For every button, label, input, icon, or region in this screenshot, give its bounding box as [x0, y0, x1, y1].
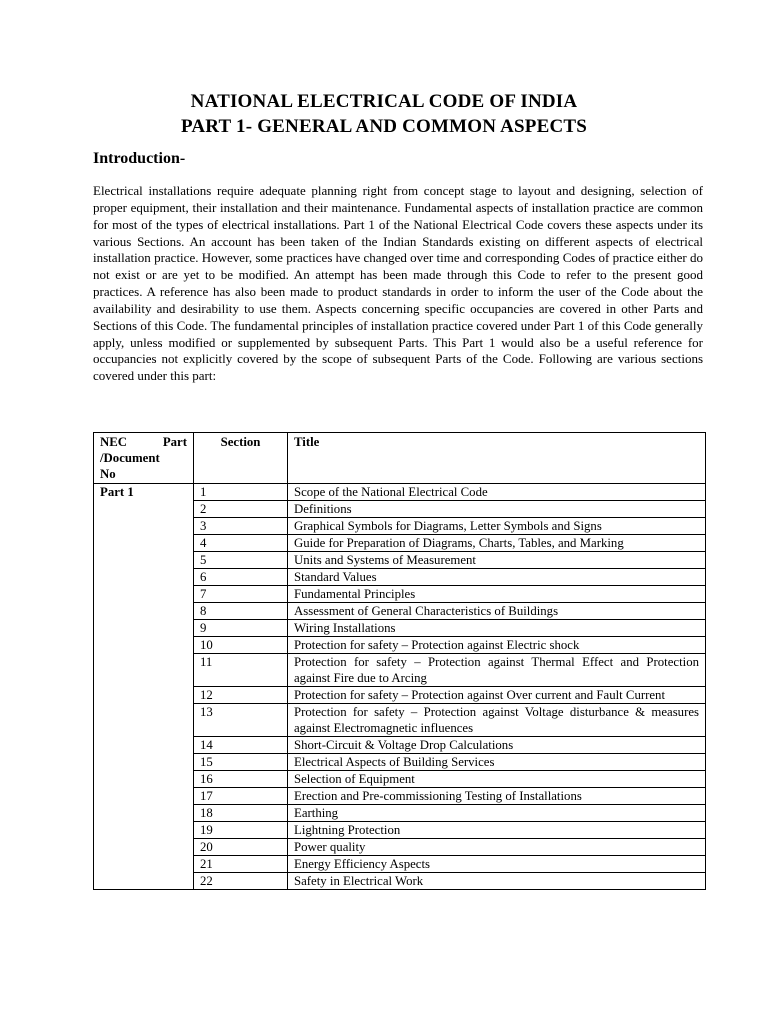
part-label-cell: Part 1 [94, 484, 194, 890]
section-title-cell: Protection for safety – Protection against Thermal Effect and Protection against Fire due to Arcing [288, 654, 706, 687]
section-title-cell: Erection and Pre-commissioning Testing of Installations [288, 788, 706, 805]
section-title-cell: Guide for Preparation of Diagrams, Charts, Tables, and Marking [288, 535, 706, 552]
section-title-cell: Units and Systems of Measurement [288, 552, 706, 569]
section-number-cell: 17 [194, 788, 288, 805]
section-number-cell: 8 [194, 603, 288, 620]
section-title-cell: Power quality [288, 839, 706, 856]
section-number-cell: 11 [194, 654, 288, 687]
section-title-cell: Selection of Equipment [288, 771, 706, 788]
header-section: Section [194, 433, 288, 484]
section-number-cell: 10 [194, 637, 288, 654]
table-row [94, 484, 706, 501]
section-title-cell: Graphical Symbols for Diagrams, Letter Symbols and Signs [288, 518, 706, 535]
section-title-cell: Wiring Installations [288, 620, 706, 637]
section-title-cell: Short-Circuit & Voltage Drop Calculations [288, 737, 706, 754]
section-number-cell: 2 [194, 501, 288, 518]
section-number-cell: 5 [194, 552, 288, 569]
section-title-cell: Assessment of General Characteristics of Buildings [288, 603, 706, 620]
section-number-cell: 21 [194, 856, 288, 873]
title-line-1: NATIONAL ELECTRICAL CODE OF INDIA [190, 91, 578, 112]
header-part-word-3: /Document [100, 451, 160, 465]
section-number-cell: 15 [194, 754, 288, 771]
section-number-cell: 1 [194, 484, 288, 501]
sections-table [93, 432, 706, 890]
section-number-cell: 13 [194, 704, 288, 737]
section-number-cell: 3 [194, 518, 288, 535]
section-title-cell: Safety in Electrical Work [288, 873, 706, 890]
section-title-cell: Standard Values [288, 569, 706, 586]
header-part-word-1: NEC [100, 435, 128, 449]
section-number-cell: 4 [194, 535, 288, 552]
intro-paragraph: Electrical installations require adequate planning right from concept stage to layout and designing, selection of proper equipment, their installation and their maintenance. Fundamental aspects of installation practice are common for most of the types of electrical installations. Part 1 of the National Electrical Code covers these aspects under its various Sections. An account has been taken of the Indian Standards existing on different aspects of electrical installation practice. However, some practices have changed over time and corresponding Codes of practice either do not exist or are yet to be modified. An attempt has been made through this Code to refer to the present good practices. A reference has also been made to product standards in order to inform the user of the Code about the availability and desirability to use them. Aspects concerning specific occupancies are covered in other Parts and Sections of this Code. The fundamental principles of installation practice covered under Part 1 of this Code generally apply, unless modified or supplemented by subsequent Parts. This Part 1 would also be a useful reference for occupancies not explicitly covered by the scope of subsequent Parts of the Code. Following are various sections covered under this part: [93, 183, 703, 384]
header-title: Title [288, 433, 706, 484]
section-number-cell: 19 [194, 822, 288, 839]
section-number-cell: 14 [194, 737, 288, 754]
table-header-row [94, 433, 706, 484]
header-part [94, 433, 194, 484]
section-title-cell: Earthing [288, 805, 706, 822]
section-title-cell: Protection for safety – Protection against Voltage disturbance & measures against Electromagnetic influences [288, 704, 706, 737]
section-number-cell: 22 [194, 873, 288, 890]
section-number-cell: 16 [194, 771, 288, 788]
section-title-cell: Protection for safety – Protection against Electric shock [288, 637, 706, 654]
section-number-cell: 9 [194, 620, 288, 637]
section-title-cell: Definitions [288, 501, 706, 518]
section-number-cell: 18 [194, 805, 288, 822]
section-title-cell: Energy Efficiency Aspects [288, 856, 706, 873]
section-title-cell: Lightning Protection [288, 822, 706, 839]
section-title-cell: Scope of the National Electrical Code [288, 484, 706, 501]
section-title-cell: Electrical Aspects of Building Services [288, 754, 706, 771]
document-title [0, 89, 768, 139]
section-title-cell: Fundamental Principles [288, 586, 706, 603]
header-part-word-2: Part [162, 435, 187, 449]
section-number-cell: 20 [194, 839, 288, 856]
section-title-cell: Protection for safety – Protection against Over current and Fault Current [288, 687, 706, 704]
title-line-2: PART 1- GENERAL AND COMMON ASPECTS [180, 116, 588, 137]
section-number-cell: 7 [194, 586, 288, 603]
section-heading: Introduction- [93, 150, 186, 167]
section-number-cell: 12 [194, 687, 288, 704]
section-number-cell: 6 [194, 569, 288, 586]
header-part-word-4: No [100, 467, 116, 481]
